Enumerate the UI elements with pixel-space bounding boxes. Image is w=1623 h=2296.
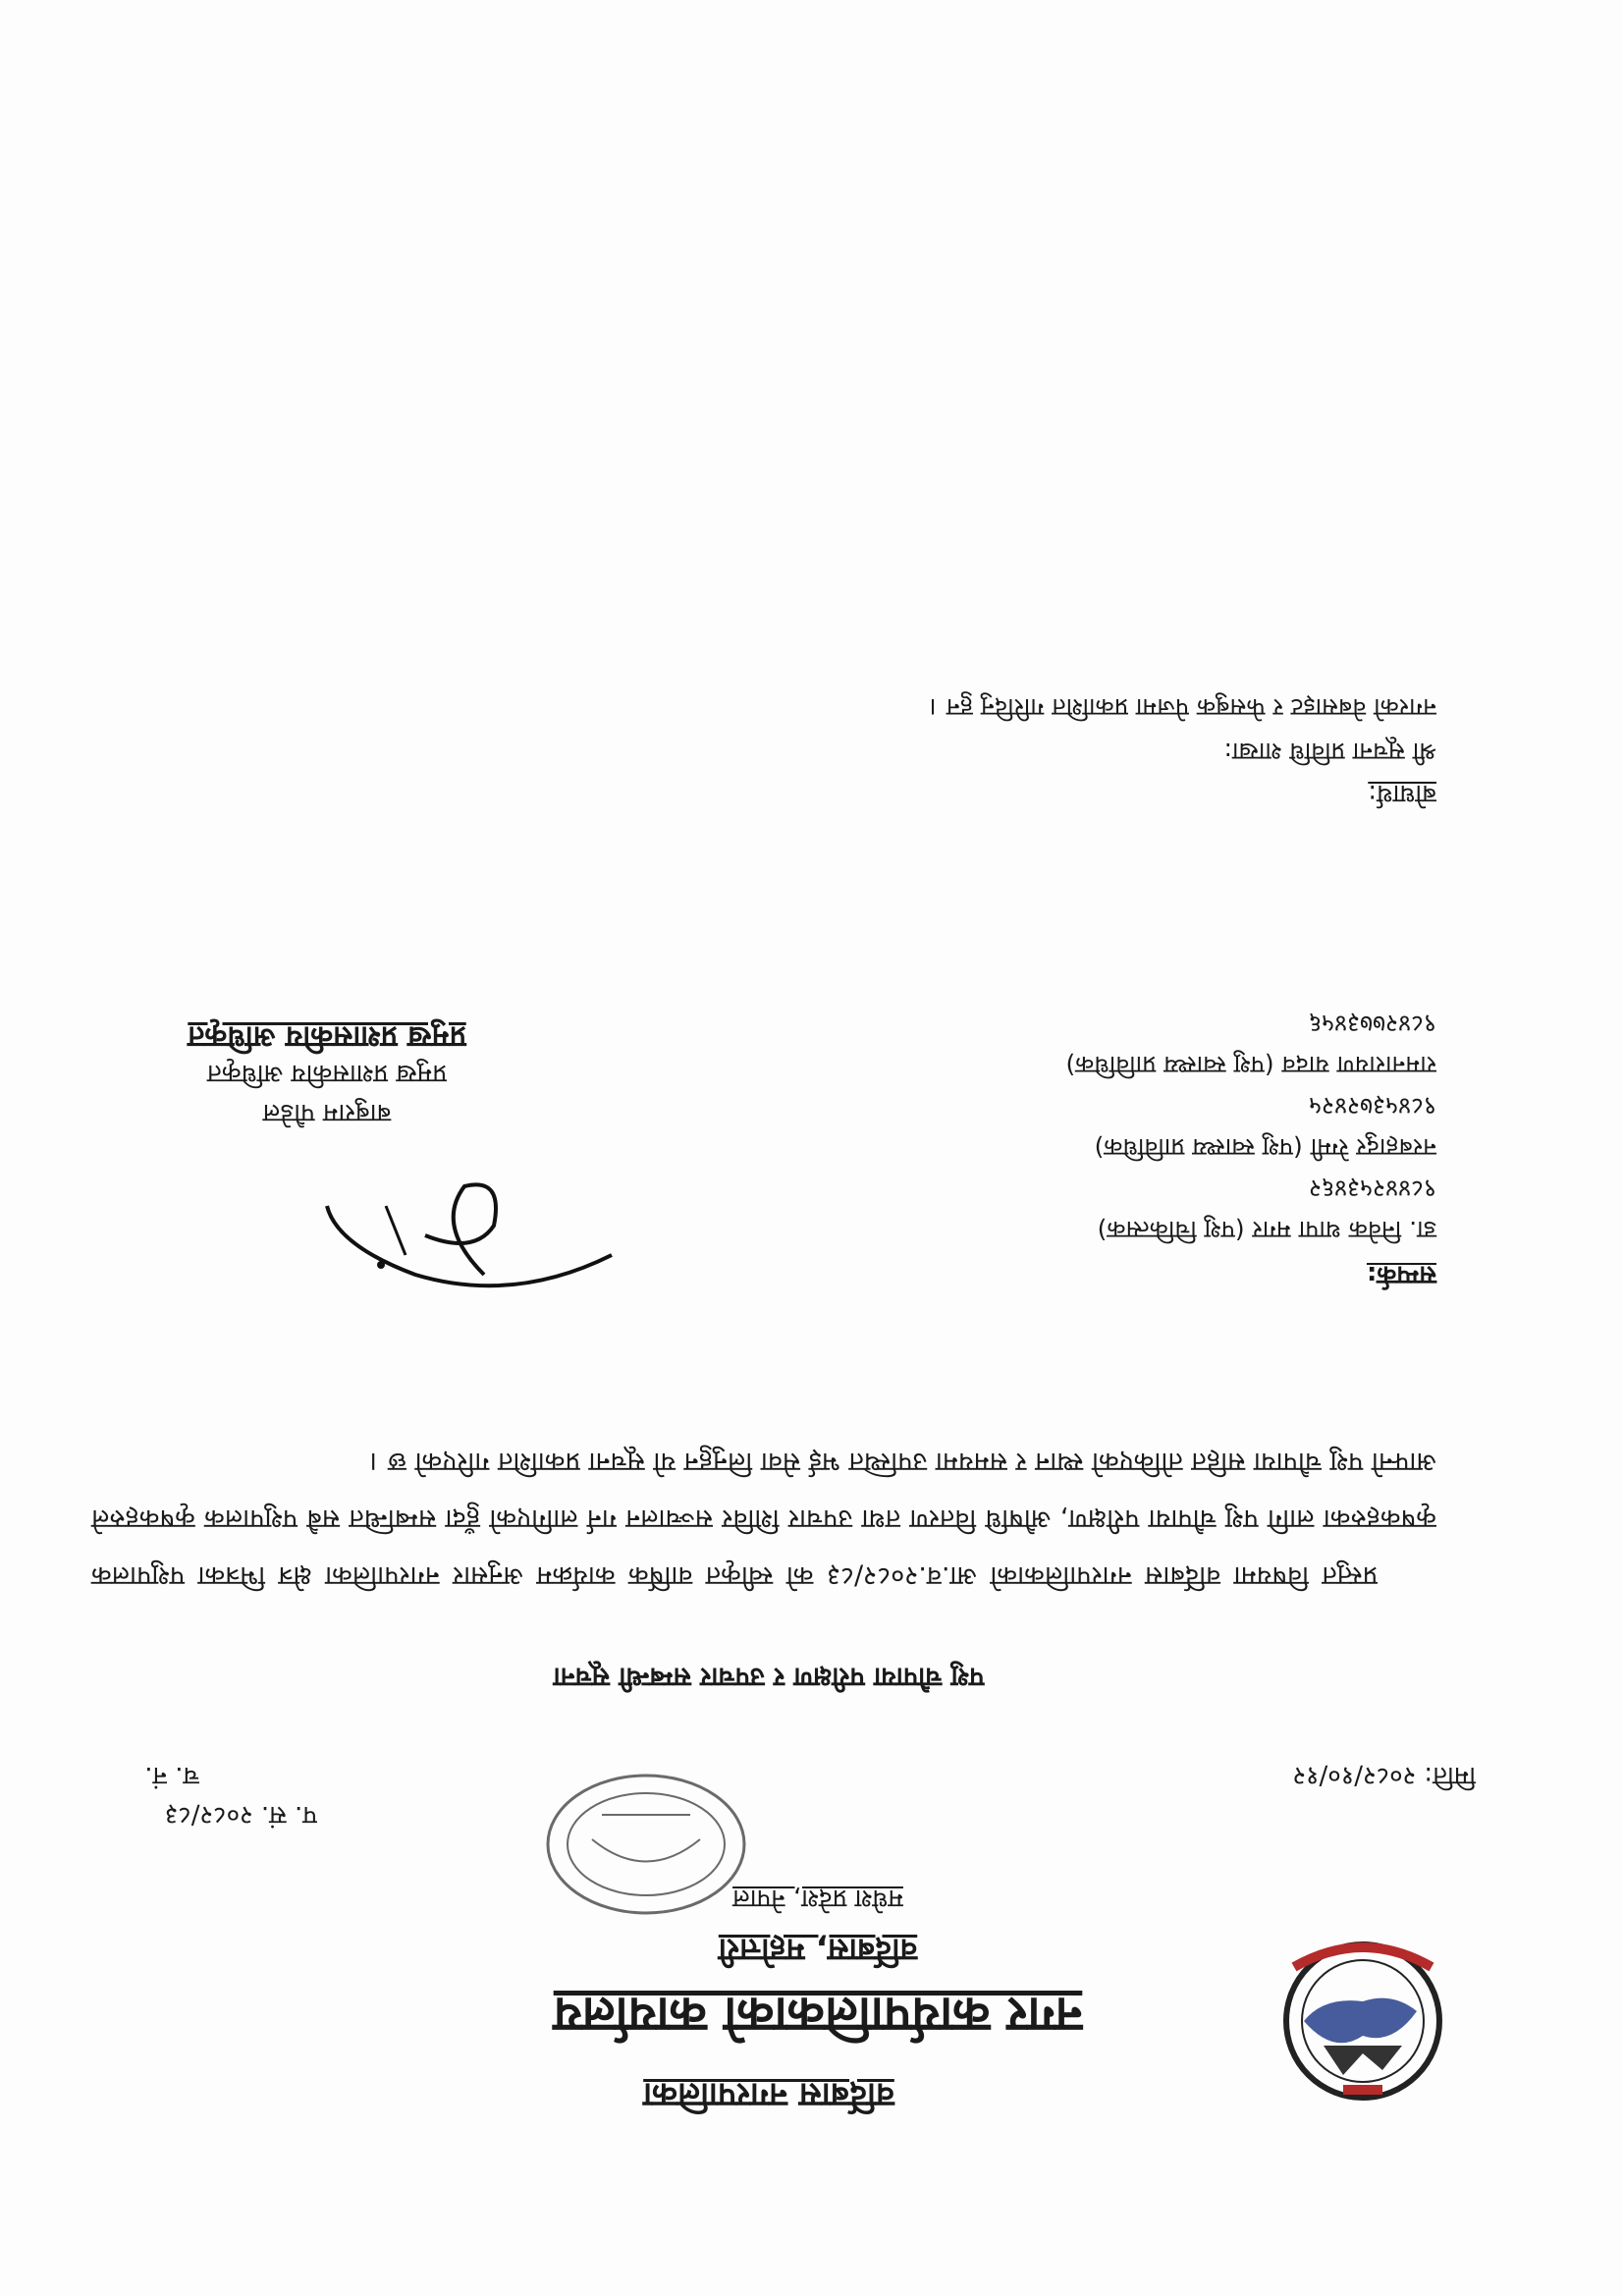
contact-line: डा. निवेक थापा मगर (पशु चिकित्सक)	[1097, 1216, 1436, 1244]
reference-number: प. सं. २०८२/८३	[164, 1800, 317, 1830]
office-title: नगर कार्यपालिकाको कार्यालय	[553, 1987, 1083, 2044]
cc-recipient: श्री सूचना प्रविधि शाखा:	[1223, 738, 1436, 766]
signatory-name: बाबुराम पौडेल	[262, 1098, 392, 1127]
subject-line: पशु चौपाया परीक्षण र उपचार सम्बन्धी सूचना	[553, 1662, 985, 1692]
signatory-post: प्रमुख प्रशासकीय अधिकृत	[206, 1059, 448, 1088]
cc-instruction: नगरको वेबसाइट र फेसबुक पेजमा प्रकाशित गरिदिनु हुन ।	[929, 693, 1436, 722]
contact-line: ९८४२७७३४५६	[1308, 1010, 1436, 1038]
contact-line: रामनारायण यादव (पशु स्वास्थ्य प्राविधिक)	[1065, 1051, 1436, 1079]
cc-heading: बोधार्थ:	[1368, 779, 1436, 808]
contact-list	[1065, 1003, 1436, 1250]
province-line: मधेश प्रदेश, नेपाल	[732, 1884, 903, 1913]
contact-line: ९८४४२५३४६२	[1308, 1175, 1436, 1203]
contact-heading: सम्पर्क:	[1366, 1260, 1436, 1289]
contact-line: नरबहादुर रेग्मी (पशु स्वास्थ्य प्राविधिक)	[1094, 1133, 1436, 1162]
office-address: वर्दिबास, महोत्तरी	[718, 1932, 918, 1969]
signature-image	[307, 1167, 631, 1314]
dispatch-number: च. नं.	[144, 1761, 199, 1790]
municipality-name: वर्दिबास नगरपालिका	[643, 2075, 894, 2114]
nepal-emblem-icon	[1265, 1928, 1461, 2114]
office-stamp-icon	[533, 1766, 759, 1923]
letter-date: मिति: २०८२/१०/१२	[1292, 1761, 1476, 1790]
signatory-designation: प्रमुख प्रशासकीय अधिकृत	[188, 1019, 466, 1054]
body-paragraph: प्रस्तुत विषयमा वर्दिबास नगरपालिकाको आ.व.२०८२/८३ को स्वीकृत वार्षिक कार्यक्रम अनुसार नगरपालिका क्षेत्र भित्रका पशुपालक कृषकहरुका लागि पशु चौपाया परीक्षण, औषधि वितरण तथा उपचार शिविर सञ्चालन गर्न लागिएको हुँदा सम्बन्धित सबै पशुपालक कृषकहरुले आफ्नो पशु चौपाया सहित तोकिएको स्थान र समयमा उपस्थित भई सेवा लिनुहुन यो सूचना प्रकाशित गरिएको छ ।	[91, 1447, 1436, 1591]
contact-line: ९८४५३७२४२५	[1308, 1092, 1436, 1121]
